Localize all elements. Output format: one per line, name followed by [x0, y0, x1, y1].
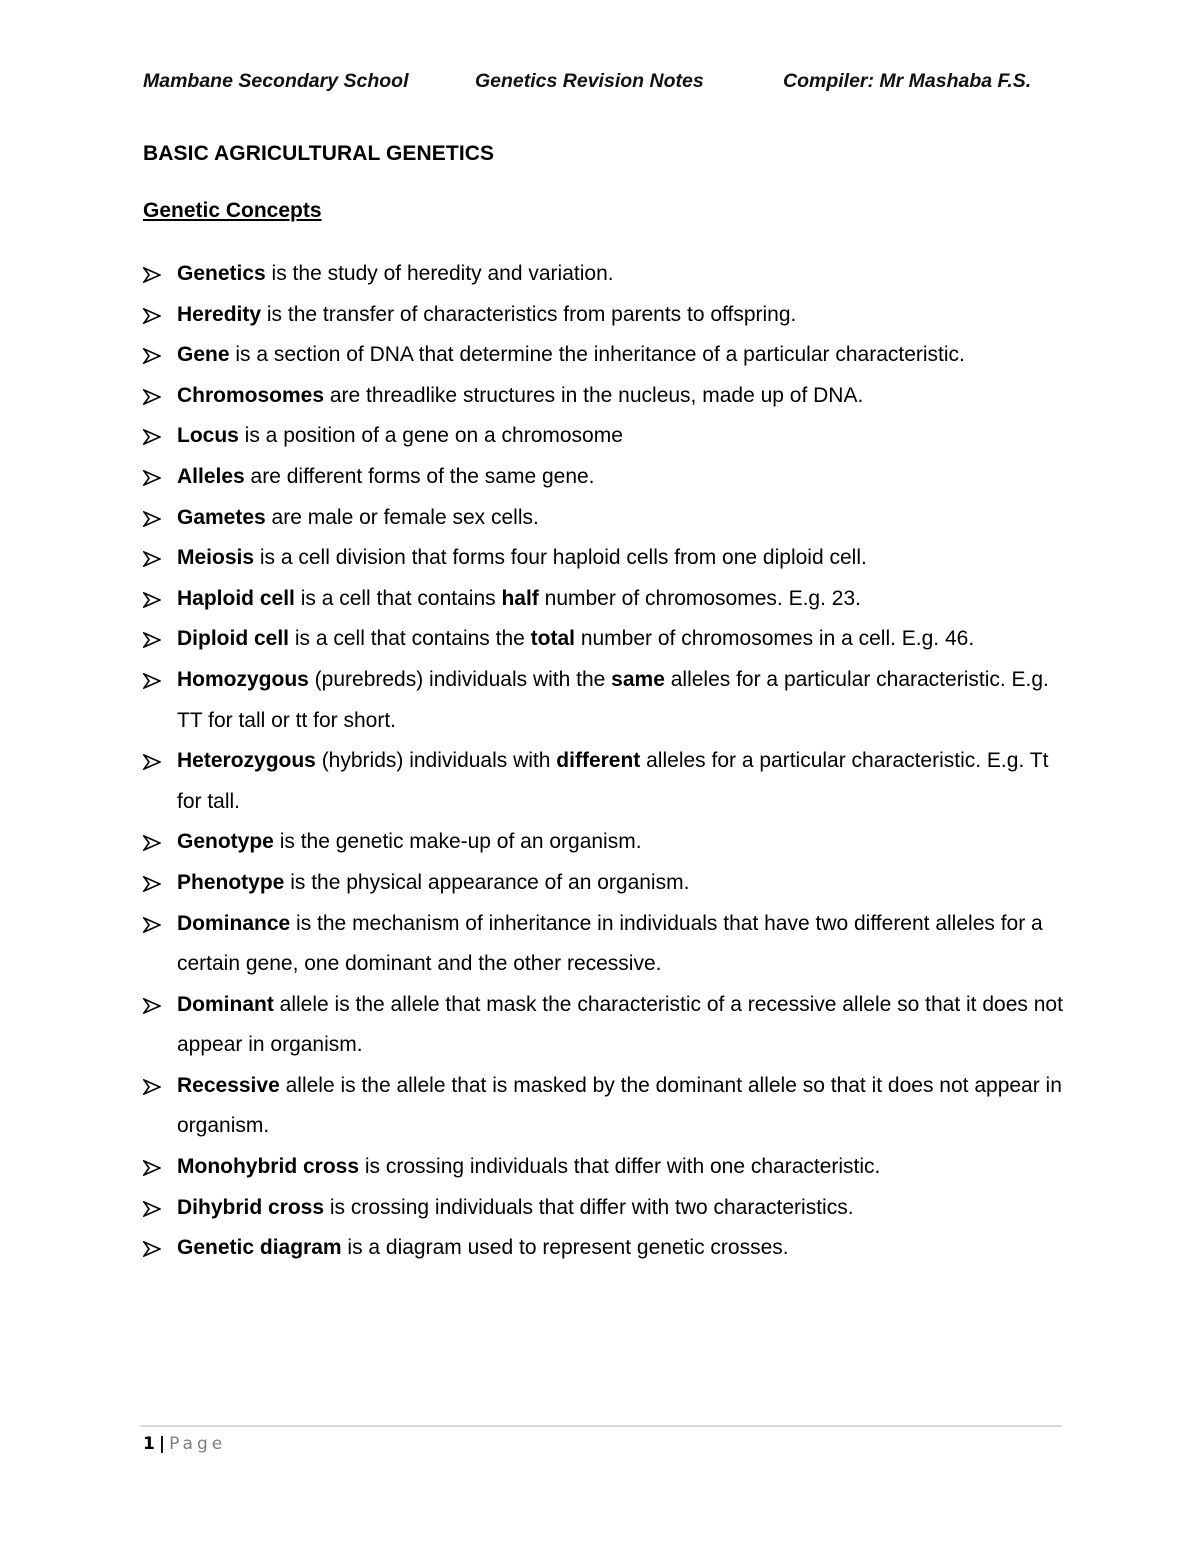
concept-text: is crossing individuals that differ with one characteristic. [359, 1155, 881, 1179]
page-header [143, 70, 1063, 98]
concept-term: Homozygous [177, 667, 309, 691]
concept-list-item [143, 863, 1073, 904]
arrowhead-bullet-icon [143, 389, 161, 405]
concept-term: Genetics [177, 262, 266, 285]
arrowhead-bullet-icon [143, 429, 161, 445]
footer-divider [140, 1425, 1062, 1427]
concept-text: is crossing individuals that differ with two characteristics. [324, 1195, 854, 1219]
concept-text: (hybrids) individuals with [315, 749, 557, 773]
concept-list-item [143, 660, 1073, 741]
concept-text: is a cell that contains [294, 586, 502, 610]
concept-text: is a cell that contains the [289, 627, 531, 651]
arrowhead-bullet-icon [143, 267, 161, 283]
concept-list-item [143, 822, 1073, 863]
concept-list-item [143, 904, 1073, 985]
arrowhead-bullet-icon [143, 632, 161, 648]
arrowhead-bullet-icon [143, 592, 161, 608]
arrowhead-bullet-icon [143, 835, 161, 851]
arrowhead-bullet-icon [143, 1079, 161, 1095]
concept-term: Genetic diagram [177, 1236, 342, 1260]
concept-text: number of chromosomes in a cell. E.g. 46. [574, 627, 975, 651]
concept-text: alleles for a particular characteristic. E.g. TT for tall or tt for short. [177, 667, 1049, 732]
arrowhead-bullet-icon [143, 511, 161, 527]
concept-list-item [143, 538, 1073, 579]
header-school: Mambane Secondary School [143, 70, 409, 92]
concept-list-item [143, 295, 1073, 336]
concept-list-item [143, 1066, 1073, 1147]
concept-list-item [143, 619, 1073, 660]
section-heading: Genetic Concepts [143, 199, 322, 222]
concept-term: Heredity [177, 302, 262, 326]
page-number: 1 [143, 1434, 155, 1454]
concept-text: are different forms of the same gene. [244, 464, 595, 488]
concept-term: Meiosis [177, 546, 255, 570]
document-title: BASIC AGRICULTURAL GENETICS [143, 142, 495, 165]
concept-list-item [143, 741, 1073, 822]
concept-list-item [143, 457, 1073, 498]
concept-text: allele is the allele that is masked by the dominant allele so that it does not appear in organism. [177, 1073, 1062, 1138]
concept-term: Heterozygous [177, 749, 316, 773]
concept-list-item [143, 254, 1073, 295]
concept-term: Gene [177, 343, 230, 367]
concept-text: (purebreds) individuals with the [308, 667, 612, 691]
arrowhead-bullet-icon [143, 1241, 161, 1257]
concept-list-item [143, 498, 1073, 539]
concept-term: Chromosomes [177, 383, 325, 407]
concept-text: is the genetic make-up of an organism. [273, 830, 642, 854]
arrowhead-bullet-icon [143, 470, 161, 486]
concept-list-item [143, 985, 1073, 1066]
concept-text: are threadlike structures in the nucleus, made up of DNA. [324, 383, 864, 407]
arrowhead-bullet-icon [143, 876, 161, 892]
concept-list [143, 254, 1073, 1269]
arrowhead-bullet-icon [143, 551, 161, 567]
concept-term: different [556, 749, 641, 773]
concept-term: Dominance [177, 911, 291, 935]
concept-term: Dihybrid cross [177, 1195, 325, 1219]
concept-term: Dominant [177, 992, 274, 1016]
footer-separator: | [158, 1434, 166, 1454]
concept-term: Gametes [177, 505, 266, 529]
concept-term: Locus [177, 424, 239, 448]
concept-list-item [143, 416, 1073, 457]
arrowhead-bullet-icon [143, 1160, 161, 1176]
concept-text: is a position of a gene on a chromosome [238, 424, 623, 448]
concept-text: is the physical appearance of an organism. [284, 870, 690, 894]
concept-text: are male or female sex cells. [265, 505, 539, 529]
concept-list-item [143, 579, 1073, 620]
concept-list-item [143, 1188, 1073, 1229]
concept-text: is the transfer of characteristics from parents to offspring. [261, 302, 797, 326]
arrowhead-bullet-icon [143, 754, 161, 770]
concept-term: same [611, 667, 665, 691]
concept-list-item [143, 335, 1073, 376]
concept-term: Alleles [177, 464, 245, 488]
arrowhead-bullet-icon [143, 998, 161, 1014]
concept-text: is the mechanism of inheritance in individuals that have two different alleles for a certain gene, one dominant and the other recessive. [177, 911, 1043, 976]
concept-text: allele is the allele that mask the characteristic of a recessive allele so that it does not appear in organism. [177, 992, 1063, 1057]
concept-term: Genotype [177, 830, 274, 854]
header-compiler: Compiler: Mr Mashaba F.S. [783, 70, 1032, 92]
concept-term: half [501, 586, 539, 610]
concept-text: is a section of DNA that determine the inheritance of a particular characteristic. [229, 343, 965, 367]
concept-list-item [143, 1228, 1073, 1269]
concept-text: number of chromosomes. E.g. 23. [538, 586, 861, 610]
arrowhead-bullet-icon [143, 673, 161, 689]
concept-text: alleles for a particular characteristic. E.g. Tt for tall. [177, 749, 1049, 813]
concept-text: is a cell division that forms four haploid cells from one diploid cell. [254, 546, 867, 570]
arrowhead-bullet-icon [143, 348, 161, 364]
concept-term: total [530, 627, 575, 651]
page-label: Page [169, 1434, 227, 1454]
concept-text: is a diagram used to represent genetic crosses. [341, 1236, 789, 1260]
header-notes-title: Genetics Revision Notes [475, 70, 704, 92]
concept-text: is the study of heredity and variation. [265, 262, 614, 285]
concept-term: Diploid cell [177, 627, 290, 651]
concept-term: Haploid cell [177, 586, 295, 610]
concept-term: Recessive [177, 1073, 280, 1097]
page-footer [143, 1434, 226, 1454]
concept-list-item [143, 1147, 1073, 1188]
arrowhead-bullet-icon [143, 1201, 161, 1217]
arrowhead-bullet-icon [143, 917, 161, 933]
concept-term: Phenotype [177, 870, 285, 894]
concept-term: Monohybrid cross [177, 1155, 360, 1179]
arrowhead-bullet-icon [143, 308, 161, 324]
concept-list-item [143, 376, 1073, 417]
